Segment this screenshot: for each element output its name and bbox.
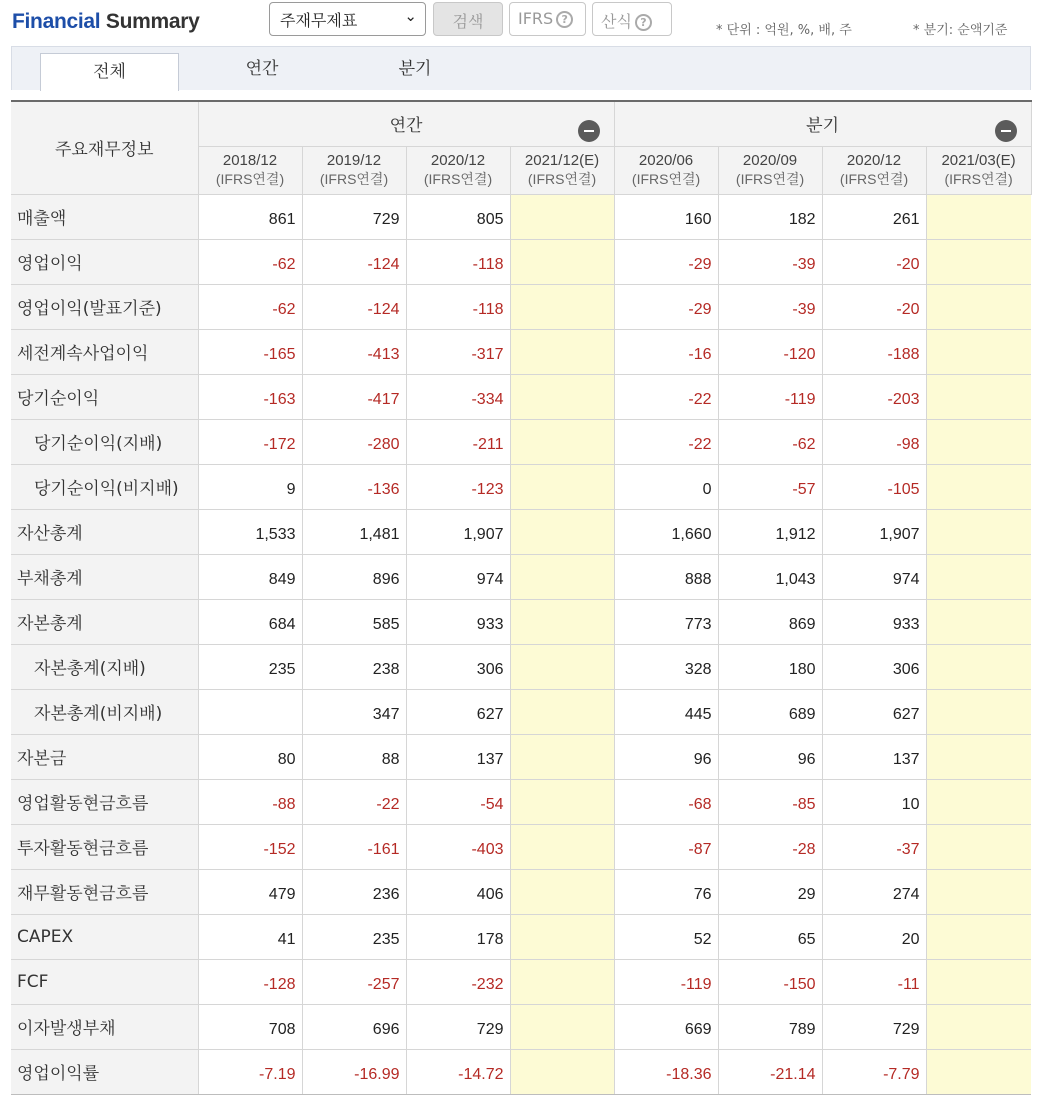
ifrs-label: IFRS — [518, 9, 554, 28]
row-label: 영업활동현금흐름 — [11, 779, 198, 824]
table-cell: -257 — [302, 959, 406, 1004]
table-cell: 974 — [406, 554, 510, 599]
row-label: 자본총계(비지배) — [11, 689, 198, 734]
table-row — [11, 329, 1031, 374]
table-cell: -413 — [302, 329, 406, 374]
row-label: 당기순이익(비지배) — [11, 464, 198, 509]
table-cell: -20 — [822, 284, 926, 329]
table-cell: -14.72 — [406, 1049, 510, 1094]
table-cell: 235 — [302, 914, 406, 959]
row-label: 투자활동현금흐름 — [11, 824, 198, 869]
table-cell: 849 — [198, 554, 302, 599]
statement-type-value: 주재무제표 — [280, 11, 358, 30]
table-cell — [510, 959, 614, 1004]
table-cell — [926, 194, 1031, 239]
table-cell — [926, 1049, 1031, 1094]
table-cell — [510, 599, 614, 644]
table-cell: 274 — [822, 869, 926, 914]
table-cell: 65 — [718, 914, 822, 959]
table-cell: -152 — [198, 824, 302, 869]
table-cell — [510, 554, 614, 599]
table-cell: -118 — [406, 284, 510, 329]
table-cell — [510, 419, 614, 464]
table-cell: -22 — [302, 779, 406, 824]
row-label: 자본총계(지배) — [11, 644, 198, 689]
ifrs-help-button[interactable] — [509, 2, 586, 36]
table-cell: 182 — [718, 194, 822, 239]
table-cell: -29 — [614, 239, 718, 284]
period-tabs — [11, 46, 1031, 90]
table-cell: -39 — [718, 239, 822, 284]
table-cell — [510, 464, 614, 509]
statement-type-select[interactable] — [269, 2, 426, 36]
row-label: 영업이익률 — [11, 1049, 198, 1094]
table-cell: 10 — [822, 779, 926, 824]
table-cell: 696 — [302, 1004, 406, 1049]
table-cell: 1,533 — [198, 509, 302, 554]
table-cell: 627 — [406, 689, 510, 734]
table-cell: 80 — [198, 734, 302, 779]
table-cell: -161 — [302, 824, 406, 869]
table-cell: -29 — [614, 284, 718, 329]
table-cell — [510, 644, 614, 689]
table-cell: 76 — [614, 869, 718, 914]
table-row — [11, 284, 1031, 329]
table-cell — [510, 869, 614, 914]
table-cell — [926, 779, 1031, 824]
table-row — [11, 194, 1031, 239]
table-cell: -11 — [822, 959, 926, 1004]
table-cell: -120 — [718, 329, 822, 374]
table-cell: -118 — [406, 239, 510, 284]
table-cell — [926, 599, 1031, 644]
table-row — [11, 914, 1031, 959]
table-cell: -165 — [198, 329, 302, 374]
table-cell: 1,043 — [718, 554, 822, 599]
table-cell — [926, 824, 1031, 869]
table-cell — [926, 464, 1031, 509]
period-date: 2020/06 — [638, 152, 694, 169]
row-label: 영업이익(발표기준) — [11, 284, 198, 329]
table-cell: 729 — [406, 1004, 510, 1049]
table-cell: 52 — [614, 914, 718, 959]
title-summary: Summary — [105, 10, 200, 33]
table-cell — [510, 194, 614, 239]
table-cell: 773 — [614, 599, 718, 644]
table-cell: 235 — [198, 644, 302, 689]
table-cell — [510, 824, 614, 869]
table-cell: 261 — [822, 194, 926, 239]
tab-quarterly[interactable]: 분기 — [398, 59, 432, 79]
row-label: 이자발생부채 — [11, 1004, 198, 1049]
table-cell: -98 — [822, 419, 926, 464]
table-cell: 445 — [614, 689, 718, 734]
table-cell: 1,660 — [614, 509, 718, 554]
table-cell: 88 — [302, 734, 406, 779]
period-basis: (IFRS연결) — [839, 171, 909, 187]
period-header — [926, 146, 1031, 194]
period-basis: (IFRS연결) — [631, 171, 701, 187]
collapse-quarter-icon[interactable] — [995, 120, 1017, 142]
table-cell — [926, 869, 1031, 914]
table-cell — [926, 914, 1031, 959]
table-row — [11, 239, 1031, 284]
table-row — [11, 734, 1031, 779]
row-label: 자본금 — [11, 734, 198, 779]
table-cell: -88 — [198, 779, 302, 824]
table-cell: -62 — [718, 419, 822, 464]
table-row — [11, 464, 1031, 509]
table-cell: 160 — [614, 194, 718, 239]
table-cell: 974 — [822, 554, 926, 599]
row-label: 매출액 — [11, 194, 198, 239]
table-cell: -39 — [718, 284, 822, 329]
table-cell: 585 — [302, 599, 406, 644]
table-cell: 1,907 — [822, 509, 926, 554]
table-cell: -119 — [718, 374, 822, 419]
table-cell: -334 — [406, 374, 510, 419]
question-icon: ? — [635, 14, 652, 31]
table-row — [11, 599, 1031, 644]
financial-summary-table — [11, 100, 1032, 1095]
period-basis: (IFRS연결) — [215, 171, 285, 187]
table-cell: -124 — [302, 239, 406, 284]
table-cell: 479 — [198, 869, 302, 914]
table-row — [11, 959, 1031, 1004]
table-cell: 869 — [718, 599, 822, 644]
table-cell — [926, 1004, 1031, 1049]
table-row — [11, 374, 1031, 419]
label-column-header: 주요재무정보 — [11, 101, 198, 194]
row-label: 자본총계 — [11, 599, 198, 644]
table-cell — [926, 734, 1031, 779]
table-cell — [510, 329, 614, 374]
table-cell — [510, 779, 614, 824]
table-cell — [926, 554, 1031, 599]
quarter-group-header — [614, 101, 1031, 146]
table-cell: -124 — [302, 284, 406, 329]
period-date: 2020/12 — [846, 152, 902, 169]
table-cell: -417 — [302, 374, 406, 419]
table-row — [11, 1049, 1031, 1094]
table-cell: 41 — [198, 914, 302, 959]
period-header — [406, 146, 510, 194]
annual-group-label: 연간 — [389, 116, 423, 137]
table-cell: 729 — [822, 1004, 926, 1049]
table-cell: 1,912 — [718, 509, 822, 554]
table-row — [11, 419, 1031, 464]
table-cell: 684 — [198, 599, 302, 644]
table-cell — [510, 284, 614, 329]
table-cell: -188 — [822, 329, 926, 374]
period-date: 2021/03(E) — [941, 152, 1016, 169]
period-basis: (IFRS연결) — [527, 171, 597, 187]
table-cell: -16.99 — [302, 1049, 406, 1094]
table-row — [11, 1004, 1031, 1049]
period-basis: (IFRS연결) — [319, 171, 389, 187]
table-row — [11, 554, 1031, 599]
table-cell: 933 — [406, 599, 510, 644]
table-cell: -62 — [198, 239, 302, 284]
period-date: 2020/12 — [430, 152, 486, 169]
formula-help-button[interactable] — [592, 2, 672, 36]
table-cell — [510, 734, 614, 779]
table-cell: -119 — [614, 959, 718, 1004]
period-header — [302, 146, 406, 194]
table-cell — [198, 689, 302, 734]
period-header — [198, 146, 302, 194]
row-label: 당기순이익(지배) — [11, 419, 198, 464]
table-cell: -54 — [406, 779, 510, 824]
table-cell: 137 — [822, 734, 926, 779]
search-button[interactable]: 검색 — [433, 2, 503, 36]
table-cell: 306 — [406, 644, 510, 689]
table-cell — [926, 689, 1031, 734]
table-cell: 137 — [406, 734, 510, 779]
collapse-annual-icon[interactable] — [578, 120, 600, 142]
table-cell: 933 — [822, 599, 926, 644]
row-label: 당기순이익 — [11, 374, 198, 419]
title-financial: Financial — [12, 10, 101, 33]
table-cell: 627 — [822, 689, 926, 734]
table-cell: 180 — [718, 644, 822, 689]
row-label: 영업이익 — [11, 239, 198, 284]
table-cell: 9 — [198, 464, 302, 509]
table-cell: -21.14 — [718, 1049, 822, 1094]
table-cell: 708 — [198, 1004, 302, 1049]
period-header — [510, 146, 614, 194]
table-cell: -37 — [822, 824, 926, 869]
table-cell: -16 — [614, 329, 718, 374]
period-date: 2021/12(E) — [524, 152, 600, 169]
table-cell: 406 — [406, 869, 510, 914]
table-cell: -232 — [406, 959, 510, 1004]
table-cell: -22 — [614, 419, 718, 464]
table-body — [11, 194, 1031, 1094]
table-cell — [510, 1004, 614, 1049]
table-cell: 96 — [614, 734, 718, 779]
table-cell: -280 — [302, 419, 406, 464]
table-cell — [926, 509, 1031, 554]
table-cell: 236 — [302, 869, 406, 914]
page-title — [12, 10, 200, 34]
table-cell: 1,907 — [406, 509, 510, 554]
table-row — [11, 824, 1031, 869]
table-cell: 20 — [822, 914, 926, 959]
table-cell — [926, 959, 1031, 1004]
formula-label: 산식 — [601, 12, 632, 31]
table-cell: 805 — [406, 194, 510, 239]
table-cell: 669 — [614, 1004, 718, 1049]
table-cell: -136 — [302, 464, 406, 509]
row-label: 세전계속사업이익 — [11, 329, 198, 374]
table-cell — [926, 644, 1031, 689]
question-icon: ? — [556, 11, 573, 28]
period-basis: (IFRS연결) — [735, 171, 805, 187]
table-cell — [926, 374, 1031, 419]
table-cell: -172 — [198, 419, 302, 464]
table-cell: -62 — [198, 284, 302, 329]
table-cell: 689 — [718, 689, 822, 734]
table-cell — [510, 509, 614, 554]
table-cell: -163 — [198, 374, 302, 419]
table-cell: 1,481 — [302, 509, 406, 554]
unit-note: * 단위 : 억원, %, 배, 주 — [716, 23, 852, 38]
table-cell: -7.79 — [822, 1049, 926, 1094]
table-cell: 789 — [718, 1004, 822, 1049]
table-cell — [510, 239, 614, 284]
table-cell — [510, 689, 614, 734]
table-cell: -22 — [614, 374, 718, 419]
table-cell: -403 — [406, 824, 510, 869]
table-cell: 888 — [614, 554, 718, 599]
period-date: 2018/12 — [222, 152, 278, 169]
table-cell: 306 — [822, 644, 926, 689]
table-cell: 861 — [198, 194, 302, 239]
quarter-basis-note: * 분기: 순액기준 — [913, 23, 1008, 38]
table-row — [11, 869, 1031, 914]
tab-annual[interactable]: 연간 — [245, 59, 279, 79]
row-label: 재무활동현금흐름 — [11, 869, 198, 914]
table-row — [11, 779, 1031, 824]
table-row — [11, 509, 1031, 554]
row-label: CAPEX — [11, 914, 198, 959]
period-header — [614, 146, 718, 194]
table-cell: -105 — [822, 464, 926, 509]
row-label: FCF — [11, 959, 198, 1004]
table-cell: 96 — [718, 734, 822, 779]
table-cell: 896 — [302, 554, 406, 599]
table-cell — [510, 914, 614, 959]
quarter-group-label: 분기 — [806, 116, 839, 137]
table-cell: -87 — [614, 824, 718, 869]
table-cell: 178 — [406, 914, 510, 959]
period-header — [718, 146, 822, 194]
table-cell: 729 — [302, 194, 406, 239]
table-cell: 0 — [614, 464, 718, 509]
period-basis: (IFRS연결) — [423, 171, 493, 187]
table-cell: 29 — [718, 869, 822, 914]
table-cell: 347 — [302, 689, 406, 734]
chevron-down-icon: ⌄ — [404, 7, 417, 25]
table-cell — [510, 374, 614, 419]
table-cell: -85 — [718, 779, 822, 824]
tab-all[interactable]: 전체 — [40, 53, 179, 91]
table-cell: -28 — [718, 824, 822, 869]
table-cell: -123 — [406, 464, 510, 509]
row-label: 부채총계 — [11, 554, 198, 599]
period-date: 2020/09 — [742, 152, 798, 169]
table-cell — [926, 329, 1031, 374]
table-row — [11, 644, 1031, 689]
table-cell: -57 — [718, 464, 822, 509]
row-label: 자산총계 — [11, 509, 198, 554]
table-cell: -68 — [614, 779, 718, 824]
table-cell: 238 — [302, 644, 406, 689]
table-cell: -18.36 — [614, 1049, 718, 1094]
table-cell — [510, 1049, 614, 1094]
table-cell: -20 — [822, 239, 926, 284]
annual-group-header — [198, 101, 614, 146]
table-cell: -211 — [406, 419, 510, 464]
table-cell: -317 — [406, 329, 510, 374]
table-cell: 328 — [614, 644, 718, 689]
period-date: 2019/12 — [326, 152, 382, 169]
table-cell — [926, 239, 1031, 284]
period-header — [822, 146, 926, 194]
table-cell: -150 — [718, 959, 822, 1004]
period-basis: (IFRS연결) — [944, 171, 1013, 187]
table-cell: -128 — [198, 959, 302, 1004]
table-row — [11, 689, 1031, 734]
table-cell — [926, 419, 1031, 464]
table-cell: -7.19 — [198, 1049, 302, 1094]
top-bar — [0, 0, 1047, 46]
table-cell — [926, 284, 1031, 329]
table-cell: -203 — [822, 374, 926, 419]
